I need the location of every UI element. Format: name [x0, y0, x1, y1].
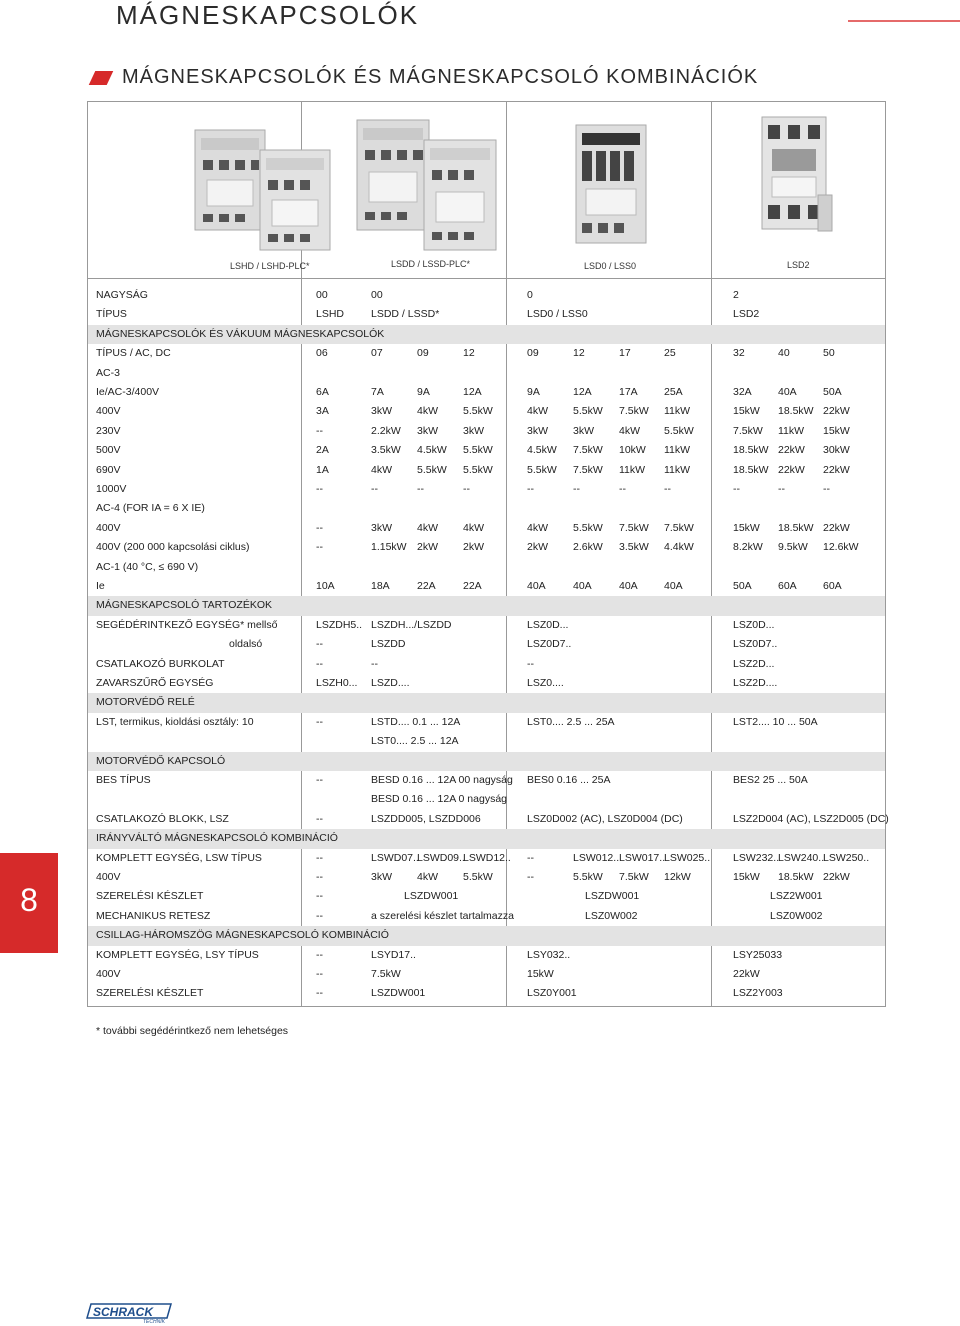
table-cell: -- — [316, 521, 323, 534]
table-cell: LSZDW001 — [371, 987, 426, 1000]
table-cell: 22kW — [823, 521, 850, 534]
table-cell: 2kW — [417, 541, 438, 554]
table-cell: 2.2kW — [371, 424, 401, 437]
table-cell: -- — [316, 774, 323, 786]
table-cell: LSHD — [316, 308, 345, 321]
table-cell: LSW250.. — [823, 851, 870, 864]
table-cell: 22kW — [733, 968, 760, 980]
table-row — [88, 480, 885, 499]
table-cell: LSZ0W002 — [585, 909, 638, 922]
table-cell: 17 — [619, 347, 631, 360]
table-cell: 5.5kW — [664, 424, 694, 437]
table-cell: LSZDD005, LSZDD006 — [371, 812, 481, 825]
table-cell: LSZH0... — [316, 677, 358, 689]
table-cell: 7.5kW — [664, 521, 694, 534]
table-cell: LSZ2W001 — [770, 890, 823, 903]
section-marker — [89, 71, 114, 85]
footnote: * további segédérintkező nem lehetséges — [96, 1025, 289, 1037]
product-caption: LSDD / LSSD-PLC* — [391, 259, 471, 269]
table-row — [88, 810, 889, 829]
table-cell: 18.5kW — [778, 871, 814, 883]
table-row — [88, 577, 885, 596]
table-cell: LSY25033 — [733, 948, 783, 961]
table-cell: -- — [823, 483, 830, 495]
table-row — [88, 984, 885, 1003]
table-cell: 4kW — [417, 521, 438, 534]
table-cell: 00 — [316, 289, 328, 301]
table-row — [88, 558, 885, 577]
header-rule — [848, 20, 960, 22]
table-cell: 3kW — [527, 424, 548, 437]
row-label: AC-3 — [96, 366, 120, 379]
product-caption: LSD0 / LSS0 — [584, 261, 637, 271]
table-row — [88, 946, 885, 965]
table-cell: 09 — [527, 347, 539, 360]
table-cell: 18.5kW — [778, 405, 814, 418]
row-label: MÁGNESKAPCSOLÓK ÉS VÁKUUM MÁGNESKAPCSOLÓK — [96, 327, 385, 340]
table-cell: -- — [527, 483, 534, 495]
table-row — [88, 422, 885, 441]
table-cell: 5.5kW — [573, 521, 603, 534]
table-cell: 10A — [316, 580, 335, 592]
table-cell: LSW012.. — [573, 851, 620, 864]
table-cell: LSD2 — [733, 308, 760, 321]
table-cell: LSZD.... — [371, 677, 410, 689]
table-row — [88, 616, 885, 635]
row-label: 1000V — [96, 483, 127, 495]
table-cell: 3kW — [371, 405, 392, 418]
row-label: CSATLAKOZÓ BLOKK, LSZ — [96, 812, 229, 825]
table-cell: 60A — [823, 580, 842, 592]
row-label: TÍPUS / AC, DC — [96, 347, 171, 360]
table-cell: -- — [316, 715, 323, 728]
table-cell: 2kW — [463, 541, 484, 554]
table-cell: 25A — [664, 386, 683, 398]
table-cell: LSZDH5.. — [316, 618, 363, 631]
table-cell: 50A — [823, 386, 842, 398]
table-cell: 15kW — [823, 424, 850, 437]
table-cell: 07 — [371, 347, 383, 360]
table-row — [88, 907, 885, 926]
table-cell: 5.5kW — [463, 444, 493, 457]
table-cell: 5.5kW — [463, 463, 493, 476]
table-cell: -- — [664, 483, 671, 495]
table-cell: 12 — [573, 347, 585, 360]
table-cell: -- — [371, 657, 378, 670]
table-cell: 7.5kW — [573, 444, 603, 457]
table-cell: 5.5kW — [573, 405, 603, 418]
table-cell: 4kW — [463, 521, 484, 534]
table-cell: BESD 0.16 ... 12A 0 nagyság — [371, 793, 508, 806]
table-row — [88, 713, 885, 732]
row-label: 500V — [96, 444, 121, 457]
row-label: SEGÉDÉRINTKEZŐ EGYSÉG* mellső — [96, 618, 278, 631]
row-sublabel: oldalsó — [229, 638, 263, 651]
table-cell: 9A — [417, 386, 430, 398]
table-cell: 18A — [371, 580, 390, 592]
table-cell: 30kW — [823, 444, 850, 457]
table-cell: LST0.... 2.5 ... 25A — [527, 715, 615, 728]
table-cell: LSZ2Y003 — [733, 987, 783, 1000]
table-cell: -- — [316, 541, 323, 554]
table-cell: LSD0 / LSS0 — [527, 308, 588, 321]
table-cell: -- — [316, 871, 323, 883]
table-row — [88, 732, 885, 751]
table-section-row — [88, 596, 885, 615]
table-cell: 3A — [316, 405, 329, 418]
table-cell: LSZ2D004 (AC), LSZ2D005 (DC) — [733, 812, 889, 825]
table-cell: 9.5kW — [778, 541, 808, 554]
table-cell: LSTD.... 0.1 ... 12A — [371, 715, 461, 728]
row-label: SZERELÉSI KÉSZLET — [96, 987, 204, 1000]
product-image-lshd — [190, 105, 370, 255]
table-cell: LSW240.. — [778, 851, 825, 864]
table-cell: BES0 0.16 ... 25A — [527, 774, 611, 786]
row-label: MECHANIKUS RETESZ — [96, 909, 211, 922]
table-cell: 7.5kW — [619, 521, 649, 534]
table-cell: 4kW — [417, 405, 438, 418]
table-cell: 8.2kW — [733, 541, 763, 554]
table-row — [88, 441, 885, 460]
table-cell: -- — [316, 424, 323, 437]
table-cell: -- — [619, 483, 626, 495]
table-cell: 22A — [463, 580, 482, 592]
table-cell: LSZ0D... — [733, 618, 775, 631]
row-label: CSILLAG-HÁROMSZÖG MÁGNESKAPCSOLÓ KOMBINÁCIÓ — [96, 929, 389, 942]
table-section-row — [88, 829, 885, 848]
table-cell: 32 — [733, 347, 745, 360]
table-cell: LSZDH.../LSZDD — [371, 618, 452, 631]
table-row — [88, 383, 885, 402]
logo-text: SCHRACK — [93, 1305, 153, 1319]
table-section-row — [88, 926, 885, 945]
table-cell: 10kW — [619, 444, 646, 457]
row-label: CSATLAKOZÓ BURKOLAT — [96, 657, 225, 670]
table-cell: -- — [573, 483, 580, 495]
table-cell: 4kW — [417, 871, 438, 883]
table-cell: 40A — [778, 386, 797, 398]
row-label: TÍPUS — [96, 308, 127, 321]
table-cell: 7A — [371, 386, 384, 398]
table-cell: LSDD / LSSD* — [371, 308, 440, 321]
row-label: Ie — [96, 580, 105, 592]
table-cell: 15kW — [527, 968, 554, 980]
table-row — [88, 461, 885, 480]
product-caption: LSD2 — [787, 260, 810, 270]
table-cell: 06 — [316, 347, 328, 360]
table-cell: 17A — [619, 386, 638, 398]
table-cell: 5.5kW — [463, 871, 493, 883]
product-image-lsdd — [352, 105, 512, 255]
table-cell: 2 — [733, 289, 739, 301]
table-cell: 2A — [316, 444, 329, 457]
table-cell: 22kW — [778, 463, 805, 476]
table-cell: 18.5kW — [778, 521, 814, 534]
schrack-logo — [85, 1302, 180, 1324]
table-cell: 12A — [573, 386, 592, 398]
table-row — [88, 655, 885, 674]
table-row — [88, 674, 885, 693]
table-cell: -- — [527, 851, 534, 864]
table-cell: -- — [733, 483, 740, 495]
table-cell: -- — [316, 812, 323, 825]
table-cell: -- — [316, 909, 323, 922]
row-label: ZAVARSZŰRŐ EGYSÉG — [96, 677, 214, 689]
row-label: Ie/AC-3/400V — [96, 386, 160, 398]
table-cell: LSY032.. — [527, 948, 571, 961]
table-cell: -- — [316, 657, 323, 670]
table-cell: 09 — [417, 347, 429, 360]
table-row — [88, 402, 885, 421]
table-cell: 3kW — [463, 424, 484, 437]
table-row — [88, 344, 885, 363]
table-cell: LSZ0D7.. — [733, 638, 778, 651]
table-cell: 7.5kW — [619, 405, 649, 418]
table-cell: 11kW — [619, 463, 646, 476]
row-label: 400V — [96, 521, 121, 534]
table-cell: LSZ0D... — [527, 618, 569, 631]
section-title: MÁGNESKAPCSOLÓK ÉS MÁGNESKAPCSOLÓ KOMBINÁCIÓK — [122, 66, 759, 88]
table-cell: 1.15kW — [371, 541, 407, 554]
table-cell: -- — [527, 657, 534, 670]
table-cell: LSW017.. — [619, 851, 666, 864]
table-cell: 6A — [316, 386, 329, 398]
table-cell: 4.5kW — [527, 444, 557, 457]
table-row — [88, 868, 885, 887]
table-cell: 3kW — [371, 871, 392, 883]
table-cell: 3kW — [573, 424, 594, 437]
table-cell: -- — [316, 638, 323, 651]
table-cell: 18.5kW — [733, 463, 769, 476]
table-row — [88, 286, 885, 305]
table-cell: LSWD12.. — [463, 851, 511, 864]
table-cell: -- — [463, 483, 470, 495]
image-row-divider — [87, 278, 886, 279]
section-heading — [92, 66, 758, 89]
table-cell: 0 — [527, 289, 533, 301]
table-cell: 4kW — [619, 424, 640, 437]
table-cell: -- — [316, 483, 323, 495]
table-cell: 22A — [417, 580, 436, 592]
table-cell: 50A — [733, 580, 752, 592]
table-cell: 15kW — [733, 521, 760, 534]
table-row — [88, 499, 885, 518]
table-row — [88, 965, 885, 984]
table-cell: 22kW — [823, 463, 850, 476]
table-cell: 11kW — [664, 444, 691, 457]
row-label: 400V — [96, 405, 121, 418]
table-cell: 7.5kW — [733, 424, 763, 437]
table-cell: LSWD07.. — [371, 851, 419, 864]
table-cell: 60A — [778, 580, 797, 592]
table-cell: -- — [417, 483, 424, 495]
table-cell: 32A — [733, 386, 752, 398]
table-cell: 2.6kW — [573, 541, 603, 554]
table-cell: 5.5kW — [463, 405, 493, 418]
table-cell: LSZ0D002 (AC), LSZ0D004 (DC) — [527, 812, 683, 825]
table-row — [88, 305, 885, 324]
table-cell: 40A — [619, 580, 638, 592]
table-cell: LSZ2D... — [733, 657, 775, 670]
table-row — [88, 364, 885, 383]
table-cell: 4kW — [527, 521, 548, 534]
table-cell: -- — [316, 987, 323, 1000]
table-cell: -- — [316, 968, 323, 980]
table-section-row — [88, 752, 885, 771]
table-row — [88, 538, 885, 557]
table-cell: 7.5kW — [371, 968, 401, 980]
row-label: 230V — [96, 424, 121, 437]
table-cell: 11kW — [664, 463, 691, 476]
row-label: NAGYSÁG — [96, 289, 148, 301]
table-cell: -- — [316, 890, 323, 903]
table-cell: 11kW — [778, 424, 805, 437]
table-cell: 3.5kW — [371, 444, 401, 457]
logo-subtext: TECHNIK — [143, 1319, 165, 1324]
table-cell: BES2 25 ... 50A — [733, 774, 808, 786]
product-caption: LSHD / LSHD-PLC* — [230, 261, 310, 271]
table-cell: 25 — [664, 347, 676, 360]
table-cell: 7.5kW — [619, 871, 649, 883]
row-label: 690V — [96, 463, 121, 476]
table-cell: 3.5kW — [619, 541, 649, 554]
table-cell: LSW232.. — [733, 851, 780, 864]
table-section-row — [88, 693, 885, 712]
table-cell: LST2.... 10 ... 50A — [733, 715, 818, 728]
product-image-lsd0 — [568, 105, 658, 255]
table-cell: 12kW — [664, 871, 691, 883]
table-cell: 40 — [778, 347, 790, 360]
table-cell: 5.5kW — [573, 871, 603, 883]
table-row — [88, 887, 885, 906]
product-image-lsd2 — [758, 105, 838, 255]
row-label: 400V — [96, 871, 121, 883]
table-cell: 9A — [527, 386, 540, 398]
table-cell: 7.5kW — [573, 463, 603, 476]
table-cell: 00 — [371, 289, 383, 301]
table-cell: 2kW — [527, 541, 548, 554]
table-cell: LSYD17.. — [371, 948, 416, 961]
table-cell: 11kW — [664, 405, 691, 418]
table-cell: LST0.... 2.5 ... 12A — [371, 735, 459, 748]
table-cell: 4kW — [527, 405, 548, 418]
table-cell: 4.5kW — [417, 444, 447, 457]
table-cell: 12A — [463, 386, 482, 398]
table-cell: 15kW — [733, 405, 760, 418]
table-cell: LSZ0.... — [527, 677, 564, 689]
table-cell: 5.5kW — [527, 463, 557, 476]
row-label: KOMPLETT EGYSÉG, LSW TÍPUS — [96, 851, 262, 864]
table-cell: -- — [778, 483, 785, 495]
table-cell: LSZ2D.... — [733, 677, 778, 689]
table-cell: 18.5kW — [733, 444, 769, 457]
table-cell: 40A — [527, 580, 546, 592]
table-cell: 3kW — [371, 521, 392, 534]
table-cell: 12 — [463, 347, 475, 360]
table-cell: BESD 0.16 ... 12A 00 nagyság — [371, 774, 513, 786]
table-cell: 22kW — [823, 405, 850, 418]
table-cell: 15kW — [733, 871, 760, 883]
row-label: BES TÍPUS — [96, 774, 151, 786]
table-row — [88, 519, 885, 538]
table-row — [88, 771, 885, 790]
table-cell: LSZDW001 — [585, 890, 640, 903]
table-cell: 4kW — [371, 463, 392, 476]
table-cell: a szerelési készlet tartalmazza — [371, 909, 514, 922]
page-title: MÁGNESKAPCSOLÓK — [116, 0, 420, 30]
table-cell: 1A — [316, 463, 329, 476]
table-cell: -- — [316, 851, 323, 864]
chapter-number: 8 — [20, 882, 38, 918]
table-cell: 40A — [664, 580, 683, 592]
row-label: AC-1 (40 °C, ≤ 690 V) — [96, 560, 199, 573]
table-cell: -- — [316, 948, 323, 961]
table-cell: LSZ0D7.. — [527, 638, 572, 651]
table-cell: 4.4kW — [664, 541, 694, 554]
table-cell: 22kW — [778, 444, 805, 457]
row-label: MÁGNESKAPCSOLÓ TARTOZÉKOK — [96, 599, 273, 612]
table-cell: 12.6kW — [823, 541, 859, 554]
table-cell: 40A — [573, 580, 592, 592]
row-label: MOTORVÉDŐ RELÉ — [96, 696, 195, 709]
table-cell: LSZDD — [371, 638, 406, 651]
row-label: 400V — [96, 968, 121, 980]
table-cell: LSZ0Y001 — [527, 987, 577, 1000]
row-label: LST, termikus, kioldási osztály: 10 — [96, 715, 254, 728]
row-label: IRÁNYVÁLTÓ MÁGNESKAPCSOLÓ KOMBINÁCIÓ — [96, 832, 338, 845]
row-label: KOMPLETT EGYSÉG, LSY TÍPUS — [96, 948, 259, 961]
row-label: MOTORVÉDŐ KAPCSOLÓ — [96, 754, 226, 767]
table-cell: LSZDW001 — [404, 890, 459, 903]
row-label: AC-4 (FOR IA = 6 X IE) — [96, 502, 205, 515]
table-cell: LSZ0W002 — [770, 909, 823, 922]
table-row — [88, 790, 885, 809]
table-cell: -- — [371, 483, 378, 495]
table-cell: -- — [527, 871, 534, 883]
table-cell: LSWD09.. — [417, 851, 465, 864]
table-row — [88, 849, 885, 868]
table-cell: 50 — [823, 347, 835, 360]
table-section-row — [88, 325, 885, 344]
table-cell: 3kW — [417, 424, 438, 437]
row-label: 400V (200 000 kapcsolási ciklus) — [96, 541, 250, 554]
table-cell: 5.5kW — [417, 463, 447, 476]
table-row — [88, 635, 885, 654]
row-label: SZERELÉSI KÉSZLET — [96, 890, 204, 903]
table-cell: 22kW — [823, 871, 850, 883]
table-cell: LSW025.. — [664, 851, 711, 864]
